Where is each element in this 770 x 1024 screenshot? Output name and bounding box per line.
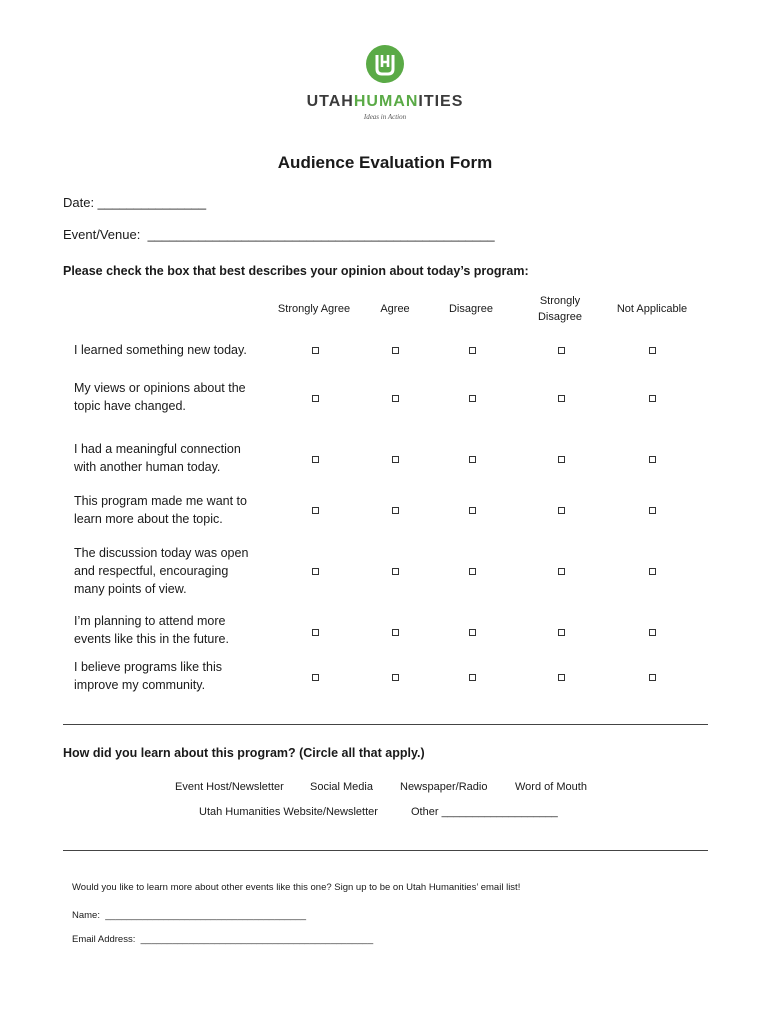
statement-line: with another human today.	[74, 460, 221, 474]
brand-part-2: HUMAN	[353, 93, 419, 110]
statement-line: The discussion today was open	[74, 546, 249, 560]
statement-line: improve my community.	[74, 678, 206, 692]
rating-checkbox[interactable]	[469, 629, 476, 636]
statement-line: events like this in the future.	[74, 632, 229, 646]
rating-checkbox[interactable]	[469, 568, 476, 575]
brand-part-1: UTAH	[306, 93, 354, 110]
name-field[interactable]: Name: ______________________________________	[72, 910, 307, 921]
rating-checkbox[interactable]	[312, 395, 319, 402]
rating-checkbox[interactable]	[558, 674, 565, 681]
rating-checkbox[interactable]	[312, 456, 319, 463]
divider	[63, 724, 708, 725]
column-header-line: Disagree	[537, 311, 583, 323]
option-website[interactable]: Utah Humanities Website/Newsletter	[199, 806, 378, 818]
page-title: Audience Evaluation Form	[277, 153, 493, 172]
option-word-of-mouth[interactable]: Word of Mouth	[515, 781, 587, 793]
rating-checkbox[interactable]	[649, 507, 656, 514]
brand-wordmark	[0, 93, 770, 111]
rating-checkbox[interactable]	[469, 507, 476, 514]
rating-checkbox[interactable]	[392, 568, 399, 575]
instruction-text: Please check the box that best describes your opinion about today’s program:	[63, 264, 529, 278]
rating-checkbox[interactable]	[649, 568, 656, 575]
statement-line: learn more about the topic.	[74, 512, 223, 526]
rating-checkbox[interactable]	[392, 347, 399, 354]
statement-6	[74, 612, 274, 648]
column-header-disagree: Disagree	[448, 303, 494, 315]
rating-checkbox[interactable]	[392, 507, 399, 514]
email-field[interactable]: Email Address: ____________________________________________	[72, 934, 374, 945]
option-event-host[interactable]: Event Host/Newsletter	[175, 781, 284, 793]
statement-line: I believe programs like this	[74, 660, 222, 674]
rating-checkbox[interactable]	[312, 674, 319, 681]
divider	[63, 850, 708, 851]
venue-field[interactable]: Event/Venue: ________________________________________________	[63, 227, 495, 242]
rating-checkbox[interactable]	[558, 456, 565, 463]
rating-checkbox[interactable]	[312, 629, 319, 636]
date-field[interactable]: Date: _______________	[63, 195, 207, 210]
statement-line: and respectful, encouraging	[74, 564, 229, 578]
column-header-line: Strongly	[539, 295, 581, 307]
rating-checkbox[interactable]	[469, 674, 476, 681]
rating-checkbox[interactable]	[649, 456, 656, 463]
rating-checkbox[interactable]	[392, 456, 399, 463]
rating-checkbox[interactable]	[392, 674, 399, 681]
statement-line: I’m planning to attend more	[74, 614, 226, 628]
tagline: Ideas in Action	[363, 113, 407, 121]
statement-line: many points of view.	[74, 582, 187, 596]
rating-checkbox[interactable]	[469, 347, 476, 354]
statement-line: I had a meaningful connection	[74, 442, 241, 456]
rating-checkbox[interactable]	[558, 629, 565, 636]
rating-checkbox[interactable]	[312, 507, 319, 514]
statement-line: I learned something new today.	[74, 343, 247, 357]
option-other[interactable]: Other ___________________	[411, 806, 558, 818]
statement-7	[74, 658, 274, 694]
rating-checkbox[interactable]	[469, 395, 476, 402]
rating-checkbox[interactable]	[312, 347, 319, 354]
rating-checkbox[interactable]	[469, 456, 476, 463]
statement-4	[74, 492, 274, 528]
column-header-not-applicable: Not Applicable	[616, 303, 688, 315]
rating-checkbox[interactable]	[649, 629, 656, 636]
column-header-strongly-agree: Strongly Agree	[277, 303, 351, 315]
learn-question: How did you learn about this program? (Circle all that apply.)	[63, 746, 425, 760]
statement-3	[74, 440, 274, 476]
statement-5	[74, 544, 274, 598]
rating-checkbox[interactable]	[392, 629, 399, 636]
statement-1	[74, 341, 274, 359]
rating-checkbox[interactable]	[558, 568, 565, 575]
statement-2	[74, 379, 274, 415]
statement-line: This program made me want to	[74, 494, 247, 508]
signup-prompt: Would you like to learn more about other events like this one? Sign up to be on Utah Humanities’ email list!	[72, 882, 521, 893]
rating-checkbox[interactable]	[649, 395, 656, 402]
rating-checkbox[interactable]	[649, 347, 656, 354]
column-header-agree: Agree	[380, 303, 410, 315]
statement-line: topic have changed.	[74, 399, 186, 413]
statement-line: My views or opinions about the	[74, 381, 246, 395]
rating-checkbox[interactable]	[558, 395, 565, 402]
option-newspaper-radio[interactable]: Newspaper/Radio	[400, 781, 488, 793]
utah-humanities-logo-icon	[366, 45, 404, 83]
rating-checkbox[interactable]	[312, 568, 319, 575]
brand-part-3: ITIES	[418, 93, 464, 110]
rating-checkbox[interactable]	[649, 674, 656, 681]
column-header-strongly-disagree	[538, 293, 582, 325]
rating-checkbox[interactable]	[558, 347, 565, 354]
rating-checkbox[interactable]	[392, 395, 399, 402]
option-social-media[interactable]: Social Media	[310, 781, 373, 793]
rating-checkbox[interactable]	[558, 507, 565, 514]
